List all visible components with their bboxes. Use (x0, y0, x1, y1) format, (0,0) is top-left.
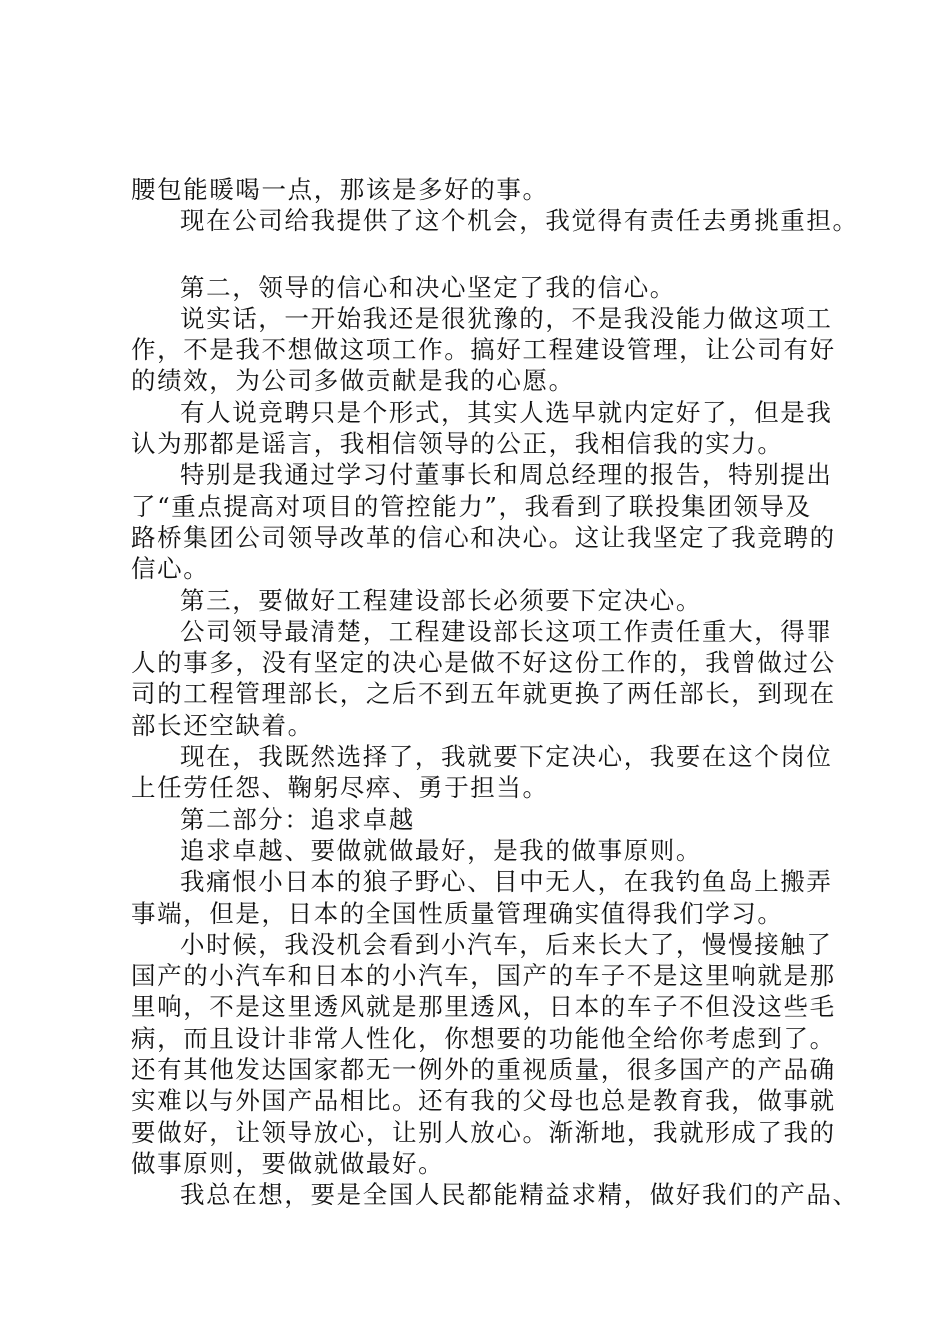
section-heading: 第三，要做好工程建设部长必须要下定决心。 (180, 585, 702, 615)
paragraph-line: 我总在想，要是全国人民都能精益求精，做好我们的产品、 (180, 1180, 859, 1210)
paragraph-line: 做事原则，要做就做最好。 (131, 1148, 445, 1178)
paragraph-line: 部长还空缺着。 (131, 710, 314, 740)
paragraph-line: 实难以与外国产品相比。还有我的父母也总是教育我，做事就 (131, 1086, 836, 1116)
paragraph-line: 特别是我通过学习付董事长和周总经理的报告，特别提出 (180, 460, 833, 490)
paragraph-line: 小时候，我没机会看到小汽车，后来长大了，慢慢接触了 (180, 929, 833, 959)
paragraph-line: 人的事多，没有坚定的决心是做不好这份工作的，我曾做过公 (131, 648, 836, 678)
paragraph-line: 司的工程管理部长，之后不到五年就更换了两任部长，到现在 (131, 679, 836, 709)
paragraph-line: 现在，我既然选择了，我就要下定决心，我要在这个岗位 (180, 742, 833, 772)
paragraph-line: 现在公司给我提供了这个机会，我觉得有责任去勇挑重担。 (180, 206, 859, 236)
paragraph-line: 里响，不是这里透风就是那里透风，日本的车子不但没这些毛 (131, 992, 836, 1022)
section-heading: 第二，领导的信心和决心坚定了我的信心。 (180, 272, 676, 302)
paragraph-line: 国产的小汽车和日本的小汽车，国产的车子不是这里响就是那 (131, 961, 836, 991)
paragraph-line: 的绩效，为公司多做贡献是我的心愿。 (131, 366, 575, 396)
paragraph-line: 信心。 (131, 554, 210, 584)
paragraph-line: 了“重点提高对项目的管控能力”，我看到了联投集团领导及 (131, 491, 812, 521)
paragraph-line: 上任劳任怨、鞠躬尽瘁、勇于担当。 (131, 773, 549, 803)
paragraph-line: 说实话，一开始我还是很犹豫的，不是我没能力做这项工 (180, 303, 833, 333)
paragraph-line: 事端，但是，日本的全国性质量管理确实值得我们学习。 (131, 898, 784, 928)
paragraph-line: 还有其他发达国家都无一例外的重视质量，很多国产的产品确 (131, 1055, 836, 1085)
paragraph-line: 追求卓越、要做就做最好，是我的做事原则。 (180, 835, 702, 865)
paragraph-line: 作，不是我不想做这项工作。搞好工程建设管理，让公司有好 (131, 335, 836, 365)
paragraph-line: 认为那都是谣言，我相信领导的公正，我相信我的实力。 (131, 429, 784, 459)
paragraph-line: 要做好，让领导放心，让别人放心。渐渐地，我就形成了我的 (131, 1117, 836, 1147)
part-heading: 第二部分：追求卓越 (180, 804, 415, 834)
paragraph-line: 有人说竞聘只是个形式，其实人选早就内定好了，但是我 (180, 397, 833, 427)
document-body (131, 174, 859, 1211)
paragraph-line: 病，而且设计非常人性化，你想要的功能他全给你考虑到了。 (131, 1023, 836, 1053)
paragraph-gap (131, 237, 831, 272)
paragraph-line: 路桥集团公司领导改革的信心和决心。这让我坚定了我竞聘的 (131, 522, 836, 552)
paragraph-line: 公司领导最清楚，工程建设部长这项工作责任重大，得罪 (180, 616, 833, 646)
paragraph-line: 腰包能暖喝一点，那该是多好的事。 (131, 175, 549, 204)
paragraph-line: 我痛恨小日本的狼子野心、目中无人，在我钓鱼岛上搬弄 (180, 867, 833, 897)
